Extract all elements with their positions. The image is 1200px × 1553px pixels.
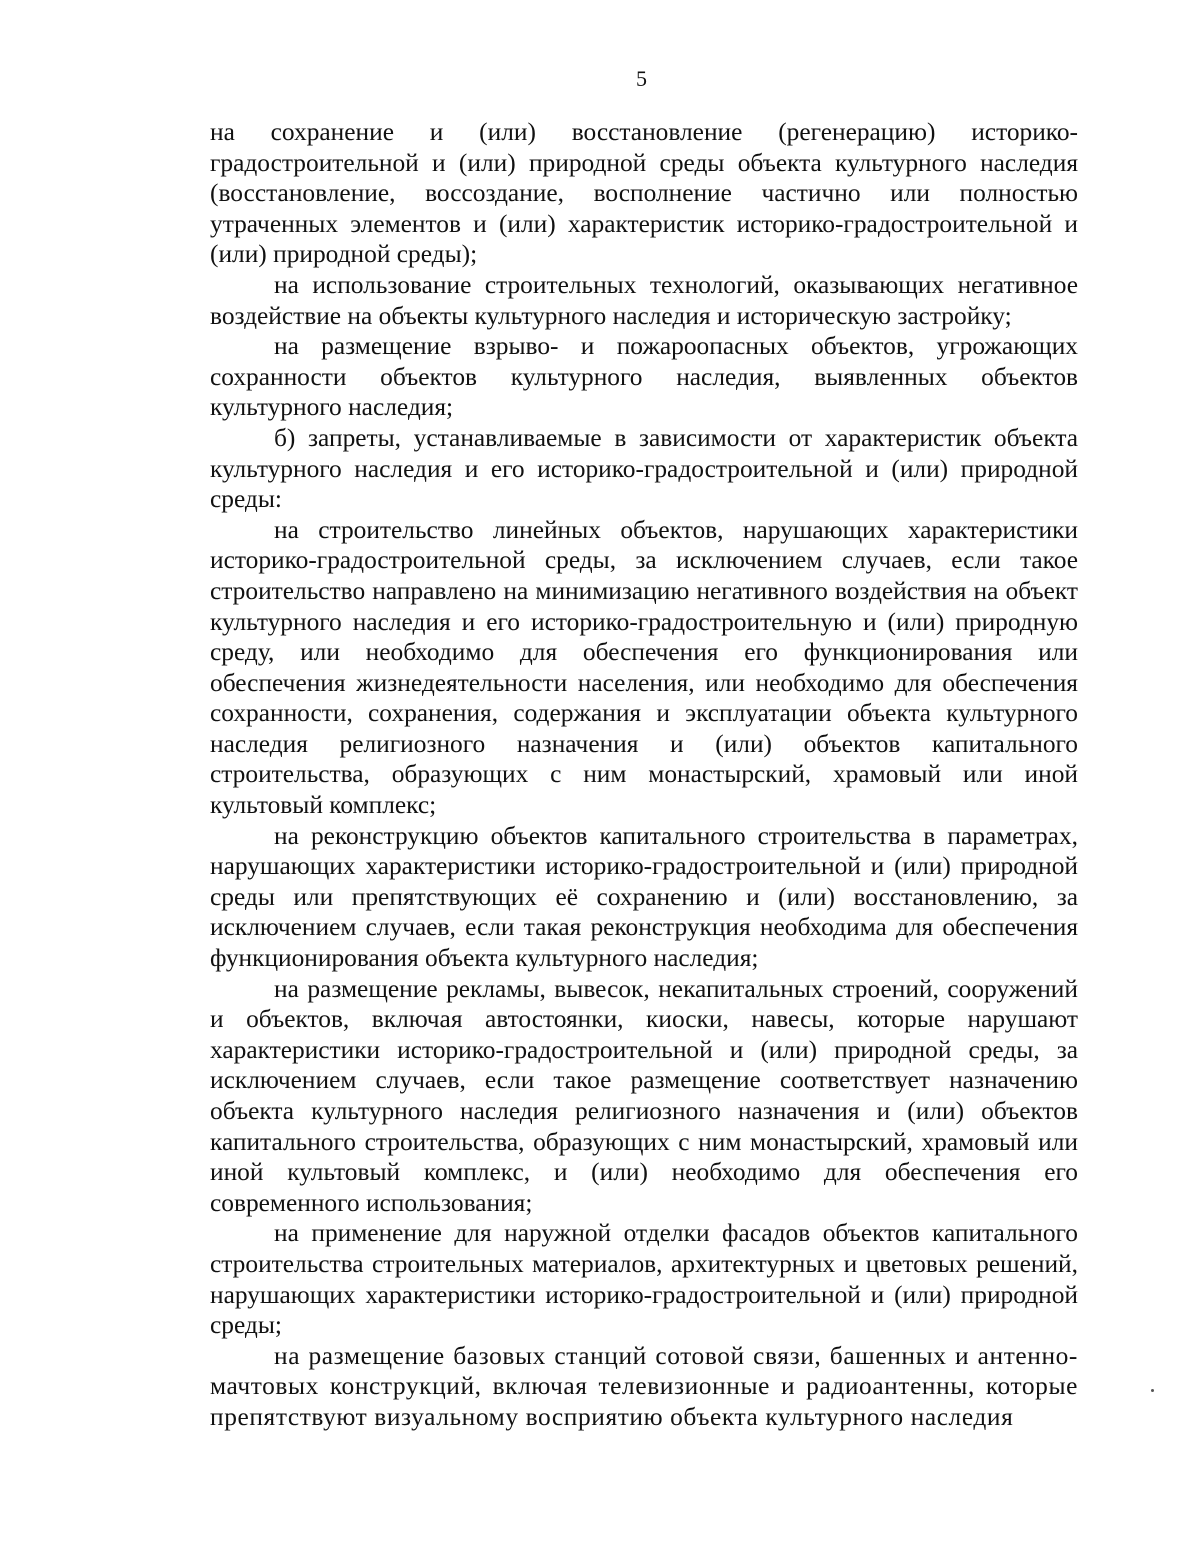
paragraph-3: на размещение взрыво- и пожароопасных объектов, угрожающих сохранности объектов культурного наследия, выявленных объектов культурного наследия; — [210, 332, 1078, 422]
paragraph-7: на размещение рекламы, вывесок, некапитальных строений, сооружений и объектов, включая автостоянки, киоски, навесы, которые нарушают характеристики историко-градостроительной и (или) природной среды, за исключением случаев, если такое размещение соответствует назначению объекта культурного наследия религиозного назначения и (или) объектов капитального строительства, образующих с ним монастырский, храмовый или иной культовый комплекс, и (или) необходимо для обеспечения его современного использования; — [210, 974, 1078, 1217]
paragraph-6: на реконструкцию объектов капитального строительства в параметрах, нарушающих характеристики историко-градостроительной и (или) природной среды или препятствующих её сохранению и (или) восстановлению, за исключением случаев, если такая реконструкция необходима для обеспечения функционирования объекта культурного наследия; — [210, 821, 1078, 973]
paragraph-1: на сохранение и (или) восстановление (регенерацию) историко-градостроительной и (или) природной среды объекта культурного наследия (восстановление, воссоздание, восполнение частично или полностью утраченных элементов и (или) характеристик историко-градостроительной и (или) природной среды); — [210, 118, 1078, 269]
paragraph-8: на применение для наружной отделки фасадов объектов капитального строительства строительных материалов, архитектурных и цветовых решений, нарушающих характеристики историко-градостроительной и (или) природной среды; — [210, 1219, 1078, 1340]
paragraph-2: на использование строительных технологий, оказывающих негативное воздействие на объекты культурного наследия и историческую застройку; — [210, 270, 1078, 330]
paragraph-4: б) запреты, устанавливаемые в зависимости от характеристик объекта культурного наследия и его историко-градостроительной и (или) природной среды: — [210, 423, 1078, 514]
paragraph-9: на размещение базовых станций сотовой связи, башенных и антенно-мачтовых конструкций, включая телевизионные и радиоантенны, которые препятствуют визуальному восприятию объекта культурного наследия — [210, 1341, 1078, 1431]
paragraph-5: на строительство линейных объектов, нарушающих характеристики историко-градостроительной среды, за исключением случаев, если такое строительство направлено на минимизацию негативного воздействия на объект культурного наследия и его историко-градостроительную и (или) природную среду, или необходимо для обеспечения его функционирования или обеспечения жизнедеятельности населения, или необходимо для обеспечения сохранности, сохранения, содержания и эксплуатации объекта культурного наследия религиозного назначения и (или) объектов капитального строительства, образующих с ним монастырский, храмовый или иной культовый комплекс; — [210, 515, 1078, 820]
scan-speck — [1151, 1389, 1154, 1392]
document-body — [210, 117, 1078, 1433]
page-number: 5 — [636, 66, 647, 91]
